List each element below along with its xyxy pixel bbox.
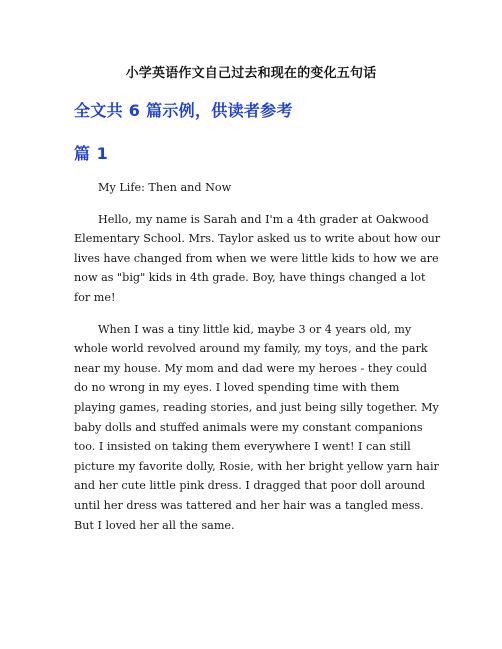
document-title: 小学英语作文自己过去和现在的变化五句话: [125, 66, 377, 81]
essay-body: [74, 178, 444, 547]
document-subtitle: 全文共 6 篇示例，供读者参考: [74, 101, 293, 120]
essay-paragraph: Hello, my name is Sarah and I'm a 4th grader at Oakwood Elementary School. Mrs. Taylor asked us to write about how our lives have changed from when we were little kids to how we are now as "big" kids in 4th grade. Boy, have things changed a lot for me!: [74, 212, 441, 304]
essay-paragraph: When I was a tiny little kid, maybe 3 or 4 years old, my whole world revolved around my family, my toys, and the park near my house. My mom and dad were my heroes - they could do no wrong in my eyes. I loved spending time with them playing games, reading stories, and just being silly together. My baby dolls and stuffed animals were my constant companions too. I insisted on taking them everywhere I went! I can still picture my favorite dolly, Rosie, with her bright yellow yarn hair and her cute little pink dress. I dragged that poor doll around until her dress was tattered and her hair was a tangled mess. But I loved her all the same.: [74, 322, 439, 532]
essay-title: My Life: Then and Now: [98, 181, 232, 194]
section-heading: 篇 1: [74, 144, 109, 163]
